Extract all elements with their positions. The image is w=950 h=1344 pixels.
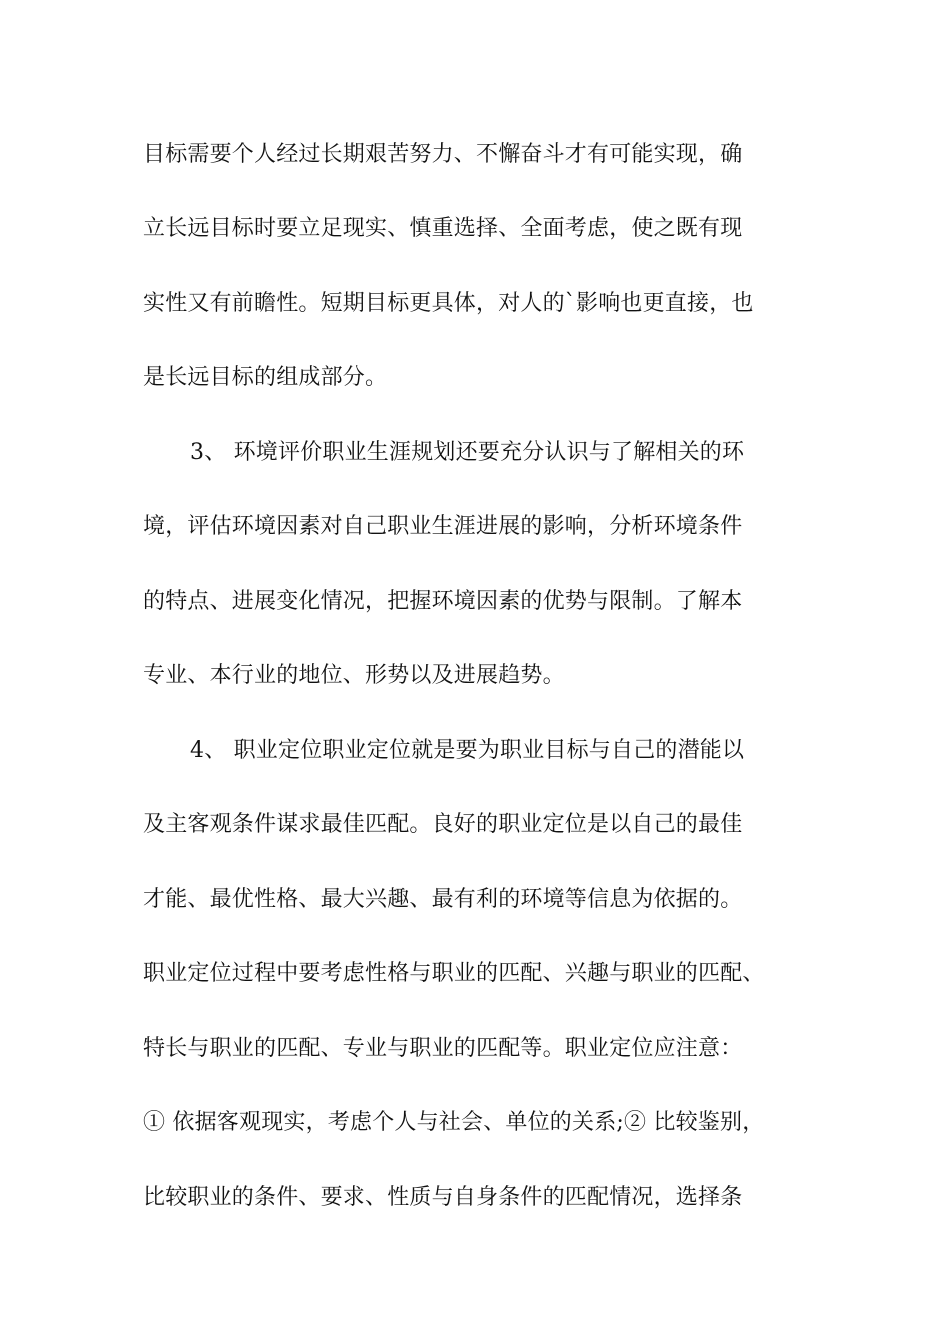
text-line: 及主客观条件谋求最佳匹配。良好的职业定位是以自己的最佳 — [143, 812, 743, 837]
text-line: 目标需要个人经过长期艰苦努力、不懈奋斗才有可能实现，确 — [143, 142, 743, 167]
text-line: 职业定位过程中要考虑性格与职业的匹配、兴趣与职业的匹配、 — [143, 961, 765, 986]
text-line: 的特点、进展变化情况，把握环境因素的优势与限制。了解本 — [143, 589, 743, 614]
text-line: 实性又有前瞻性。短期目标更具体，对人的`影响也更直接，也 — [143, 291, 754, 316]
text-line: 才能、最优性格、最大兴趣、最有利的环境等信息为依据的。 — [143, 887, 743, 912]
text-line: 4、 职业定位职业定位就是要为职业目标与自己的潜能以 — [190, 738, 745, 763]
text-line: 特长与职业的匹配、专业与职业的匹配等。职业定位应注意： — [143, 1036, 743, 1061]
text-line: 境，评估环境因素对自己职业生涯进展的影响，分析环境条件 — [143, 514, 743, 539]
text-line: 专业、本行业的地位、形势以及进展趋势。 — [143, 663, 565, 688]
text-line: 立长远目标时要立足现实、慎重选择、全面考虑，使之既有现 — [143, 216, 743, 241]
text-line: 比较职业的条件、要求、性质与自身条件的匹配情况，选择条 — [143, 1185, 743, 1210]
text-line: 是长远目标的组成部分。 — [143, 365, 388, 390]
text-line: ① 依据客观现实，考虑个人与社会、单位的关系;② 比较鉴别， — [143, 1110, 765, 1135]
text-line: 3、 环境评价职业生涯规划还要充分认识与了解相关的环 — [190, 440, 745, 465]
